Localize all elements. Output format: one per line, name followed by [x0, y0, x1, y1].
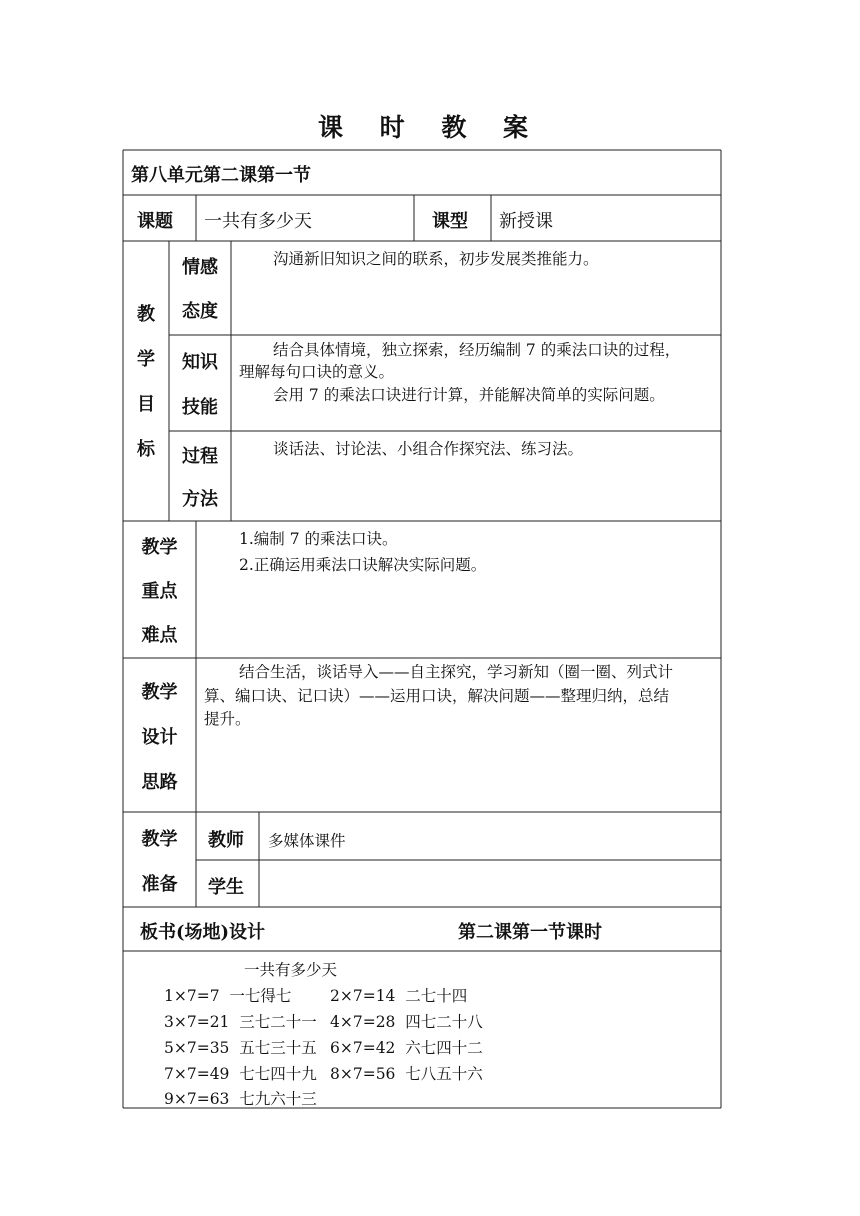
- key-points-label-line: 重点: [141, 581, 178, 602]
- teacher-value: 多媒体课件: [268, 832, 346, 850]
- key-points-label-line: 难点: [141, 625, 178, 646]
- key-point-item: 2.正确运用乘法口诀解决实际问题。: [239, 556, 487, 574]
- attitude-label-line: 态度: [182, 301, 218, 322]
- process-label-line: 过程: [182, 446, 218, 468]
- board-row-left: 7×7=49 七七四十九: [164, 1065, 317, 1083]
- board-title: 一共有多少天: [244, 961, 338, 979]
- board-row-left: 5×7=35 五七三十五: [164, 1039, 317, 1057]
- design-label: [123, 668, 196, 803]
- design-text-line: 结合生活，谈话导入——自主探究，学习新知（圈一圈、列式计: [239, 663, 674, 681]
- preparation-label-line: 准备: [141, 873, 178, 895]
- design-label-line: 设计: [141, 726, 178, 748]
- knowledge-text-line: 会用 7 的乘法口诀进行计算，并能解决简单的实际问题。: [273, 386, 665, 404]
- student-label: 学生: [208, 877, 244, 898]
- design-text-line: 算、编口诀、记口诀）——运用口诀，解决问题——整理归纳，总结: [204, 687, 670, 705]
- objectives-label-char: 标: [137, 438, 155, 460]
- process-label-line: 方法: [182, 488, 218, 510]
- design-label-line: 教学: [141, 681, 178, 703]
- attitude-label: [169, 244, 231, 332]
- board-row-right: 2×7=14 二七十四: [330, 987, 468, 1005]
- knowledge-label: [169, 338, 231, 428]
- board-row-right: 6×7=42 六七四十二: [330, 1039, 483, 1057]
- objectives-label-char: 目: [137, 393, 155, 415]
- attitude-text: 沟通新旧知识之间的联系，初步发展类推能力。: [273, 250, 599, 268]
- preparation-label: [123, 815, 196, 905]
- document-title: 课 时 教 案: [317, 113, 543, 142]
- topic-value: 一共有多少天: [204, 211, 312, 232]
- teacher-label: 教师: [208, 830, 244, 851]
- lesson-type-value: 新授课: [499, 211, 553, 232]
- objectives-label-char: 教: [137, 303, 155, 325]
- board-row-left: 9×7=63 七九六十三: [164, 1090, 317, 1108]
- objectives-label: [123, 290, 169, 470]
- board-row-left: 3×7=21 三七二十一: [164, 1013, 317, 1031]
- knowledge-label-line: 技能: [182, 396, 218, 418]
- key-points-label: [123, 524, 196, 656]
- board-row-left: 1×7=7 一七得七: [164, 987, 292, 1005]
- knowledge-label-line: 知识: [182, 351, 218, 373]
- board-row-right: 8×7=56 七八五十六: [330, 1065, 483, 1083]
- preparation-label-line: 教学: [141, 828, 178, 850]
- knowledge-text-line: 理解每句口诀的意义。: [239, 363, 395, 381]
- design-text-line: 提升。: [204, 710, 251, 728]
- knowledge-text-line: 结合具体情境，独立探索，经历编制 7 的乘法口诀的过程，: [273, 341, 681, 359]
- attitude-label-line: 情感: [182, 257, 218, 278]
- key-point-item: 1.编制 7 的乘法口诀。: [239, 530, 398, 548]
- board-header-right: 第二课第一节课时: [458, 922, 602, 943]
- topic-label: 课题: [137, 211, 173, 232]
- board-row-right: 4×7=28 四七二十八: [330, 1013, 483, 1031]
- objectives-label-char: 学: [137, 348, 155, 370]
- key-points-label-line: 教学: [141, 537, 178, 558]
- lesson-type-label: 课型: [432, 211, 468, 232]
- process-text: 谈话法、讨论法、小组合作探究法、练习法。: [273, 440, 584, 458]
- process-label: [169, 434, 231, 519]
- unit-header: 第八单元第二课第一节: [131, 165, 311, 186]
- board-header-left: 板书(场地)设计: [140, 922, 266, 943]
- design-label-line: 思路: [141, 771, 178, 793]
